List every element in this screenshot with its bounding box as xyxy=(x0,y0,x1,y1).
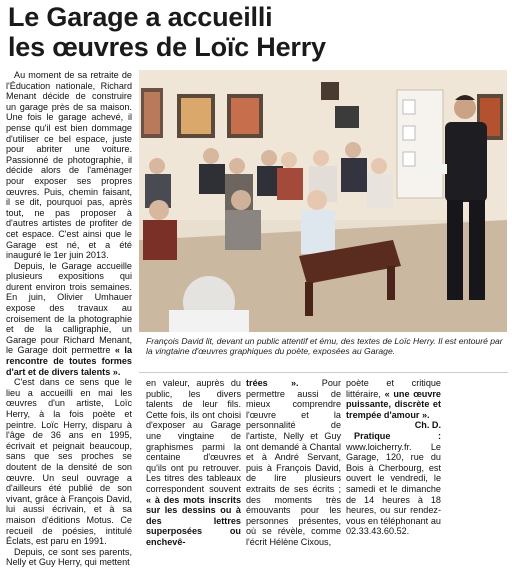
caption-divider xyxy=(139,372,508,373)
article-column-3: trées ». Pour permettre aussi de mieux comprendre l'œuvre et la personnalité de l'artiste, Nelly et Guy ont demandé à Chantal et à André Servant, puis à François David, de lire plusieurs extraits de ses écrits ; des moments très émouvants pour les personnes présentes, où se révèle, comme l'écrit Hélène Cixous, xyxy=(246,378,341,547)
headline-line-2: les œuvres de Loïc Herry xyxy=(8,32,326,62)
article-column-2: en valeur, auprès du public, les divers talents de leur fils. Cette fois, ils ont choisi d'exposer au Garage une vingtaine de graphismes parmi la centaine d'œuvres qu'ils ont pu retrouver. Les titres des tableaux correspondent souvent « à des mots inscrits sur les dessins ou à des lettres superposées ou enchevê- xyxy=(146,378,241,547)
practical-info: Pratique : www.loicherry.fr. Le Garage, 120, rue du Bois à Cherbourg, est ouvert le vendredi, le samedi et le dimanche de 14 heures à 18 heures, ou sur rendez-vous en téléphonant au 02.33.43.60.52. xyxy=(346,430,441,537)
quote-rencontre: « la rencontre de toutes formes d'art et de divers talents ». xyxy=(6,345,133,377)
paragraph-4: Depuis, ce sont ses parents, Nelly et Guy Herry, qui mettent xyxy=(6,546,132,568)
headline xyxy=(8,2,508,62)
paragraph-2: Depuis, le Garage accueille plusieurs expositions qui durent environ trois semaines. En juin, Olivier Umhauer expose des travaux au croisement de la photographie et de la calligraphie, un Garage pour Richard Menant, le Garage doit permettre « la rencontre de toutes formes d'art et de divers talents ». xyxy=(6,260,133,377)
author-signature: Ch. D. xyxy=(414,420,441,431)
practical-label: Pratique : xyxy=(354,430,441,441)
quote-cixous: « une œuvre puissante, discrète et trempée d'amour ». xyxy=(346,388,441,420)
paragraph-3: C'est dans ce sens que le lieu a accueilli en mai les œuvres d'un artiste, Loïc Herry, à la fois poète et peintre. Loïc Herry, disparu à l'âge de 36 ans en 1995, écrivait et peignait beaucoup, sans que ses proches se doutent de la densité de son œuvre. Un seul ouvrage a d'ailleurs été publié de son vivant, grâce à François David, lui aussi écrivain, et à sa maison d'éditions Motus. Ce recueil de poésies, intitulé Éclats, est paru en 1991. xyxy=(6,377,132,547)
quote-mots: « à des mots inscrits sur les dessins ou à des lettres superposées ou enchevê- xyxy=(146,494,241,547)
article-column-4: poète et critique littéraire, « une œuvre puissante, discrète et trempée d'amour ». Ch. D. Pratique : www.loicherry.fr. Le Garage, 120, rue du Bois à Cherbourg, est ouvert le vendredi, le samedi et le dimanche de 14 heures à 18 heures, ou sur rendez-vous en téléphonant au 02.33.43.60.52. xyxy=(346,378,441,537)
photo-caption: François David lit, devant un public attentif et ému, des textes de Loïc Herry. Il est entouré par la vingtaine d'œuvres graphiques du poète, exposées au Garage. xyxy=(146,336,503,357)
quote-end: trées ». xyxy=(246,378,299,388)
article-column-1 xyxy=(6,70,132,568)
photo-illustration xyxy=(139,70,507,332)
event-photo xyxy=(139,70,507,332)
paragraph-1: Au moment de sa retraite de l'Éducation nationale, Richard Menant décide de construire un garage près de sa maison. Une fois le garage achevé, il pense qu'il est bien dommage d'utiliser ce bel espace, juste pour abriter une voiture. Passionné de photographie, il décide alors de l'aménager pour exposer ses propres œuvres. Puis, chemin faisant, il se dit, pourquoi pas, après tout, ne pas proposer à d'autres artistes de profiter de cet espace. C'est ainsi que le Garage est né, et a été inauguré le 1er juin 2013. xyxy=(6,70,132,261)
headline-line-1: Le Garage a accueilli xyxy=(8,2,273,32)
